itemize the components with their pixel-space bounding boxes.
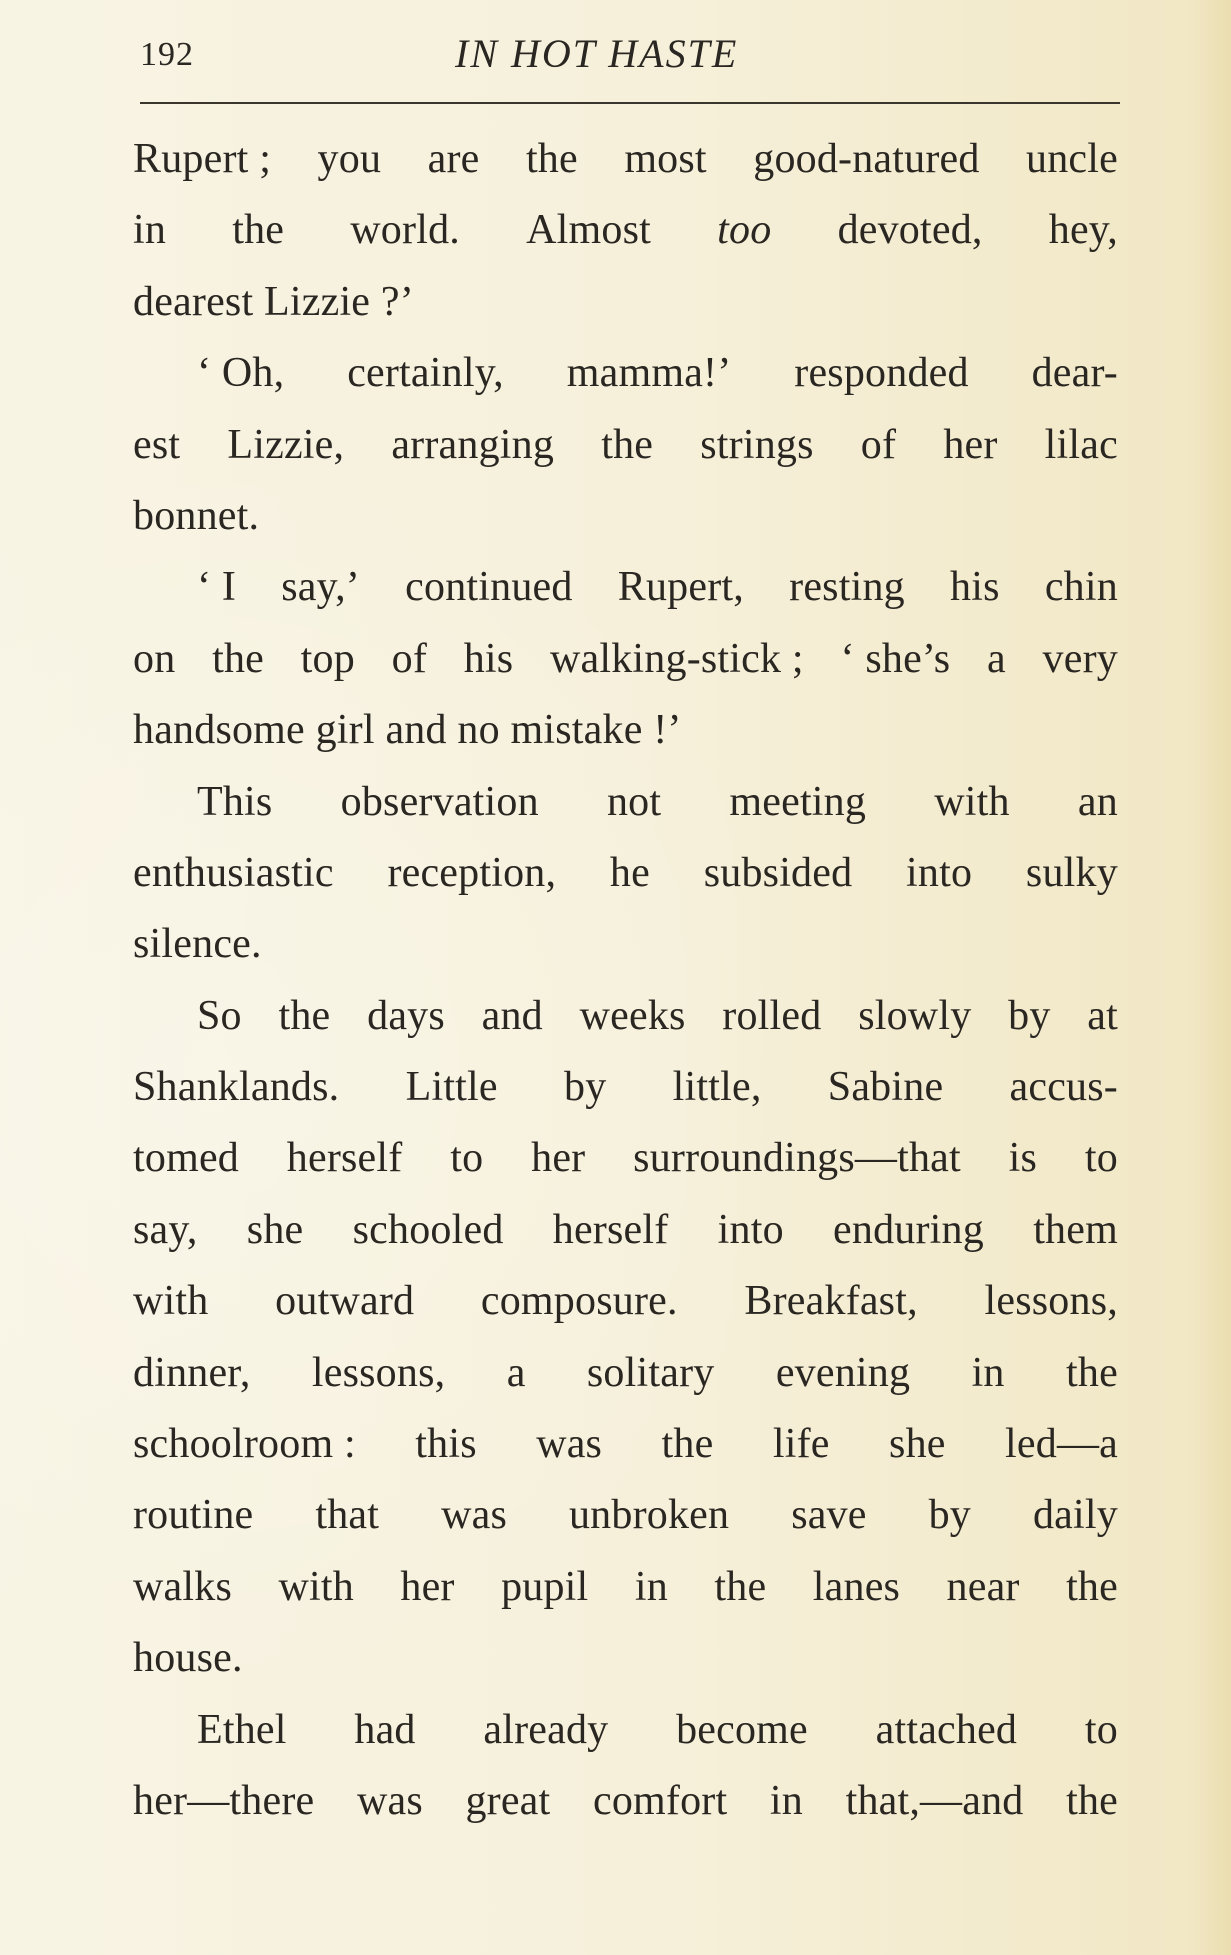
word: are — [427, 136, 480, 182]
word: reception, — [387, 849, 557, 896]
text-line-5 — [133, 410, 1118, 481]
word: Lizzie, — [227, 421, 345, 468]
word: the — [278, 992, 331, 1039]
word: he — [609, 849, 650, 896]
word: days — [367, 992, 445, 1039]
word: she — [889, 1421, 946, 1468]
word: daily — [1032, 1492, 1118, 1539]
word: the — [212, 635, 264, 682]
text-line-20 — [133, 1480, 1118, 1551]
word: meeting — [729, 778, 867, 825]
word: most — [624, 136, 707, 182]
word: Breakfast, — [744, 1278, 918, 1325]
word: observation — [340, 778, 539, 825]
word: to — [450, 1135, 484, 1182]
word: say,’ — [281, 564, 360, 611]
word: her — [943, 421, 998, 468]
word: the — [1066, 1349, 1118, 1396]
word: with — [133, 1278, 209, 1325]
word: lanes — [812, 1563, 901, 1610]
word: chin — [1044, 564, 1118, 611]
text-line-7 — [133, 552, 1118, 623]
text-line-12 — [133, 909, 1118, 980]
word: uncle — [1026, 136, 1118, 182]
word: the — [601, 421, 654, 468]
word: was — [536, 1421, 603, 1468]
word: attached — [875, 1706, 1018, 1753]
word: very — [1042, 635, 1118, 682]
page-number: 192 — [140, 36, 194, 73]
word: good-natured — [753, 136, 980, 182]
word: become — [676, 1706, 808, 1753]
word: enduring — [833, 1206, 984, 1253]
text-line-1 — [133, 124, 1118, 195]
word: dear- — [1031, 350, 1118, 397]
word: the — [714, 1563, 767, 1610]
word: in — [133, 207, 167, 254]
word: not — [606, 778, 662, 825]
word: composure. — [480, 1278, 678, 1325]
word: Shanklands. — [133, 1064, 340, 1111]
word: walking-stick ; — [549, 635, 804, 682]
text-line-19 — [133, 1409, 1118, 1480]
text-line-8 — [133, 624, 1118, 695]
word: unbroken — [568, 1492, 730, 1539]
word: into — [906, 849, 973, 896]
text-line-4 — [133, 338, 1118, 409]
word: with — [934, 778, 1010, 825]
text-line-2 — [133, 195, 1118, 266]
word: mamma!’ — [566, 350, 732, 397]
word: ‘ I — [197, 564, 237, 611]
word: dearest — [133, 278, 254, 325]
word: a — [987, 635, 1006, 682]
word: subsided — [703, 849, 853, 896]
word: lessons, — [311, 1349, 446, 1396]
word: resting — [789, 564, 905, 611]
text-line-6 — [133, 481, 1118, 552]
word: her — [531, 1135, 586, 1182]
word: arranging — [391, 421, 555, 468]
word: pupil — [501, 1563, 589, 1610]
italic-word: too — [717, 207, 772, 254]
word: lilac — [1044, 421, 1118, 468]
word: already — [483, 1706, 609, 1753]
word: in — [769, 1777, 803, 1824]
word: responded — [794, 350, 969, 397]
word: enthusiastic — [133, 849, 334, 896]
word: silence. — [133, 921, 262, 968]
word: This — [197, 778, 273, 825]
body-text — [133, 124, 1118, 1837]
text-line-13 — [133, 981, 1118, 1052]
word: accus- — [1009, 1064, 1118, 1111]
word: say, — [133, 1206, 198, 1253]
text-line-3 — [133, 267, 1118, 338]
word: girl — [315, 707, 375, 754]
word: no — [457, 707, 500, 754]
word: Ethel — [197, 1706, 287, 1753]
word: evening — [775, 1349, 911, 1396]
word: was — [356, 1777, 423, 1824]
word: was — [441, 1492, 508, 1539]
word: an — [1077, 778, 1118, 825]
word: comfort — [592, 1777, 728, 1824]
word: tomed — [133, 1135, 239, 1182]
word: the — [1066, 1563, 1118, 1610]
word: to — [1084, 1706, 1118, 1753]
word: ?’ — [380, 278, 414, 325]
word: great — [465, 1777, 551, 1824]
page-header — [140, 30, 1120, 80]
word: ‘ she’s — [840, 635, 951, 682]
word: certainly, — [347, 350, 504, 397]
word: she — [246, 1206, 304, 1253]
word: that,—and — [845, 1777, 1024, 1824]
word: to — [1084, 1135, 1118, 1182]
word: by — [1008, 992, 1051, 1039]
word: herself — [286, 1135, 403, 1182]
word: bonnet. — [133, 492, 260, 539]
word: Lizzie — [264, 278, 371, 325]
word: little, — [672, 1064, 762, 1111]
word: weeks — [579, 992, 686, 1039]
word: devoted, — [837, 207, 983, 254]
word: of — [391, 635, 428, 682]
word: Rupert ; — [133, 136, 272, 182]
word: and — [385, 707, 447, 754]
word: her—there — [133, 1777, 315, 1824]
word: in — [634, 1563, 668, 1610]
word: solitary — [586, 1349, 715, 1396]
word: Little — [405, 1064, 498, 1111]
word: of — [860, 421, 897, 468]
word: lessons, — [984, 1278, 1118, 1325]
word: dinner, — [133, 1349, 251, 1396]
text-line-15 — [133, 1123, 1118, 1194]
word: sulky — [1025, 849, 1118, 896]
word: slowly — [858, 992, 972, 1039]
word: led—a — [1005, 1421, 1118, 1468]
word: rolled — [722, 992, 822, 1039]
word: into — [717, 1206, 784, 1253]
word: So — [197, 992, 242, 1039]
text-line-11 — [133, 838, 1118, 909]
word: world. — [350, 207, 460, 254]
word: schooled — [352, 1206, 504, 1253]
text-line-21 — [133, 1552, 1118, 1623]
word: the — [232, 207, 285, 254]
word: his — [950, 564, 1000, 611]
word: est — [133, 421, 181, 468]
word: life — [772, 1421, 830, 1468]
word: Almost — [526, 207, 651, 254]
word: ‘ Oh, — [197, 350, 285, 397]
word: you — [317, 136, 382, 182]
text-line-18 — [133, 1338, 1118, 1409]
text-line-14 — [133, 1052, 1118, 1123]
word: a — [506, 1349, 526, 1396]
word: herself — [552, 1206, 669, 1253]
text-line-9 — [133, 695, 1118, 766]
word: that — [315, 1492, 380, 1539]
word: walks — [133, 1563, 232, 1610]
page-edge-shadow — [1189, 0, 1231, 1955]
word: this — [415, 1421, 477, 1468]
word: is — [1008, 1135, 1038, 1182]
word: house. — [133, 1635, 243, 1682]
word: on — [133, 635, 176, 682]
word: surroundings—that — [633, 1135, 961, 1182]
text-line-23 — [133, 1695, 1118, 1766]
text-line-17 — [133, 1266, 1118, 1337]
text-line-22 — [133, 1623, 1118, 1694]
word: top — [300, 635, 355, 682]
word: with — [278, 1563, 354, 1610]
running-head: IN HOT HASTE — [455, 31, 739, 76]
word: the — [1066, 1777, 1118, 1824]
word: routine — [133, 1492, 254, 1539]
word: and — [481, 992, 543, 1039]
word: hey, — [1048, 207, 1118, 254]
word: by — [564, 1064, 607, 1111]
text-line-24 — [133, 1766, 1118, 1837]
word: outward — [275, 1278, 415, 1325]
word: her — [400, 1563, 455, 1610]
header-rule — [140, 102, 1120, 104]
word: the — [661, 1421, 714, 1468]
word: near — [946, 1563, 1020, 1610]
word: his — [463, 635, 514, 682]
word: had — [354, 1706, 416, 1753]
word: Sabine — [827, 1064, 944, 1111]
word: them — [1033, 1206, 1118, 1253]
word: Rupert, — [617, 564, 744, 611]
word: at — [1087, 992, 1118, 1039]
word: handsome — [133, 707, 305, 754]
word: strings — [700, 421, 814, 468]
word: in — [971, 1349, 1005, 1396]
word: continued — [405, 564, 573, 611]
word: save — [791, 1492, 867, 1539]
text-line-10 — [133, 767, 1118, 838]
text-line-16 — [133, 1195, 1118, 1266]
word: the — [525, 136, 578, 182]
word: mistake !’ — [510, 707, 682, 754]
word: by — [928, 1492, 971, 1539]
word: schoolroom : — [133, 1421, 356, 1468]
